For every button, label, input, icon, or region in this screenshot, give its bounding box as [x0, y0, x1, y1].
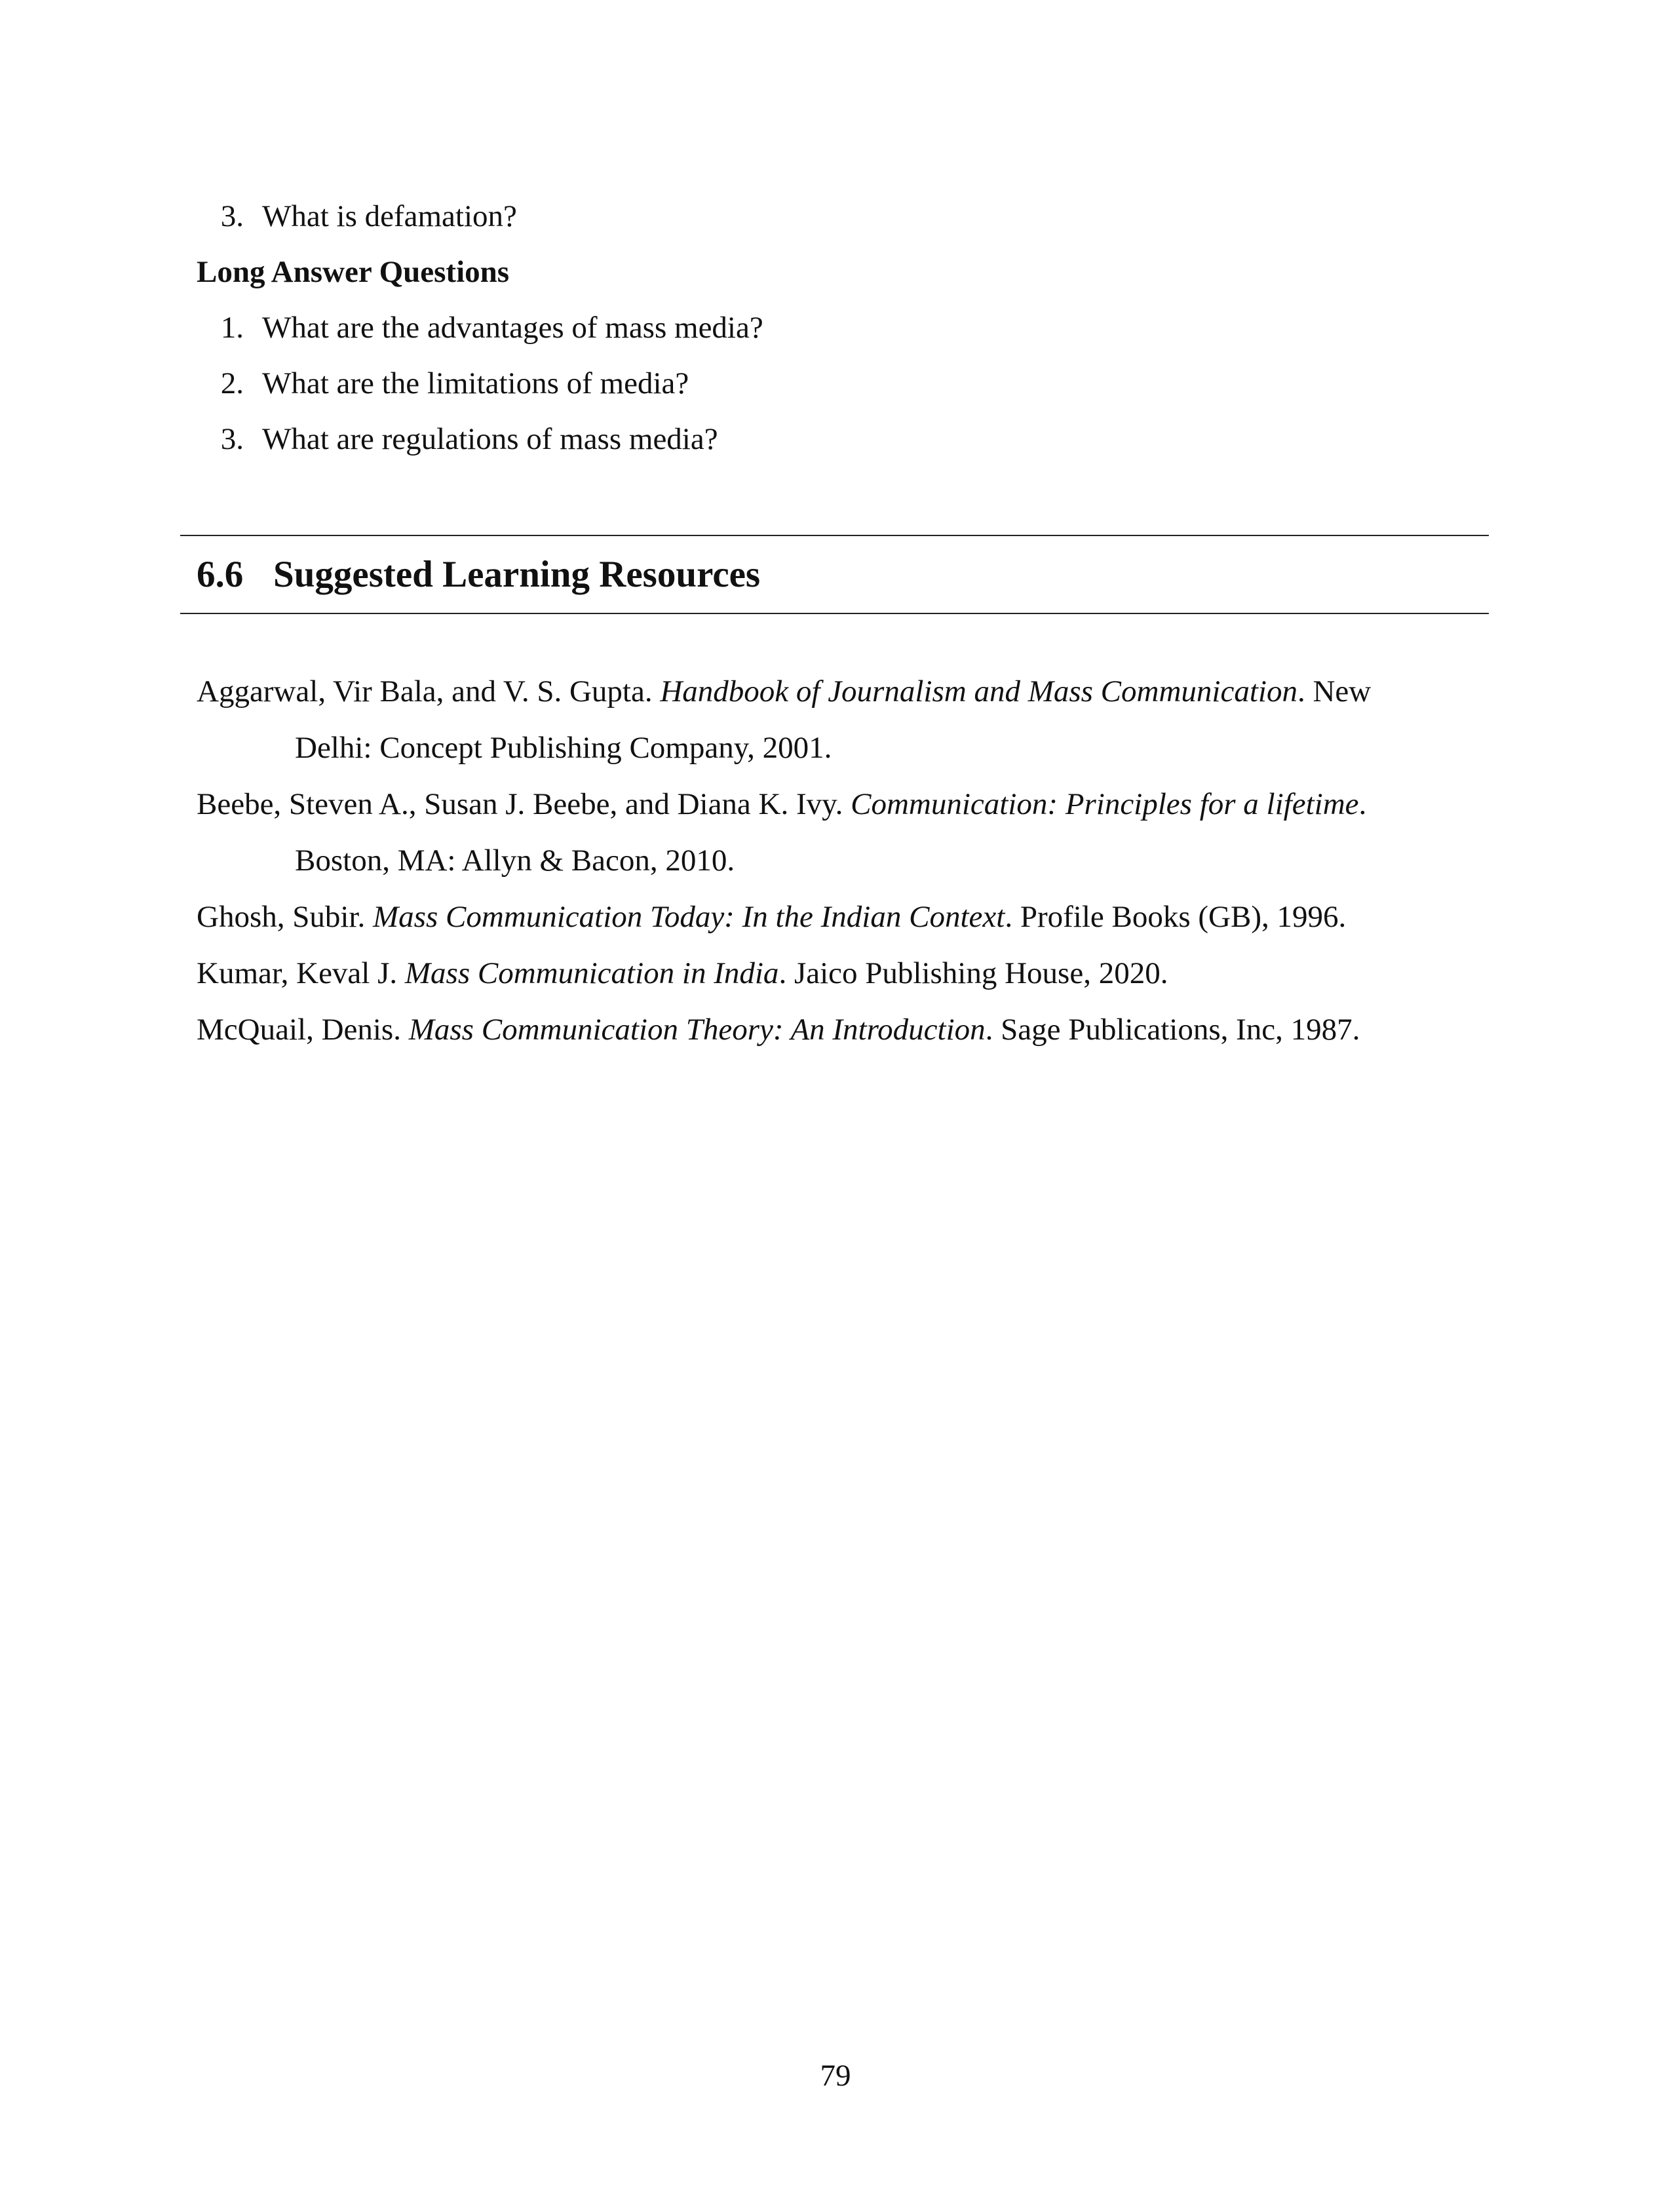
section-heading [197, 552, 760, 598]
question-text: What are the advantages of mass media? [262, 311, 763, 345]
question-text: What is defamation? [262, 199, 517, 233]
reference-entry [197, 889, 1481, 945]
long-question-item [197, 308, 763, 347]
reference-title: Handbook of Journalism and Mass Communication [660, 674, 1297, 708]
list-number: 3. [220, 422, 244, 456]
reference-entry [197, 663, 1481, 776]
reference-publisher: . [1358, 787, 1367, 821]
list-number: 3. [220, 199, 244, 233]
question-text: What are regulations of mass media? [262, 422, 718, 456]
reference-publisher: . Profile Books (GB), 1996. [1005, 900, 1347, 934]
reference-authors: Aggarwal, Vir Bala, and V. S. Gupta. [197, 674, 653, 708]
reference-entry [197, 776, 1481, 889]
section-rule-bottom [180, 613, 1489, 614]
reference-publisher: . Sage Publications, Inc, 1987. [985, 1013, 1360, 1047]
short-question-item [197, 197, 517, 236]
long-answer-heading: Long Answer Questions [197, 255, 510, 289]
list-number: 2. [220, 366, 244, 400]
section-number: 6.6 [197, 554, 244, 595]
reference-authors: McQuail, Denis. [197, 1013, 401, 1047]
reference-publisher: . New [1297, 674, 1372, 708]
reference-entry [197, 945, 1481, 1001]
question-text: What are the limitations of media? [262, 366, 689, 400]
reference-title: Communication: Principles for a lifetime [851, 787, 1359, 821]
section-rule-top [180, 535, 1489, 536]
reference-publisher: . Jaico Publishing House, 2020. [778, 956, 1168, 990]
reference-title: Mass Communication Theory: An Introduction [408, 1013, 986, 1047]
reference-authors: Beebe, Steven A., Susan J. Beebe, and Diana K. Ivy. [197, 787, 843, 821]
reference-continuation: Delhi: Concept Publishing Company, 2001. [295, 731, 832, 765]
long-question-item [197, 419, 718, 459]
reference-authors: Kumar, Keval J. [197, 956, 398, 990]
reference-authors: Ghosh, Subir. [197, 900, 366, 934]
reference-entry [197, 1001, 1481, 1058]
reference-continuation: Boston, MA: Allyn & Bacon, 2010. [295, 844, 735, 878]
reference-title: Mass Communication Today: In the Indian Context [373, 900, 1005, 934]
list-number: 1. [220, 311, 244, 345]
long-question-item [197, 364, 689, 403]
reference-title: Mass Communication in India [404, 956, 779, 990]
section-title: Suggested Learning Resources [273, 554, 761, 595]
page-number: 79 [820, 2059, 851, 2093]
